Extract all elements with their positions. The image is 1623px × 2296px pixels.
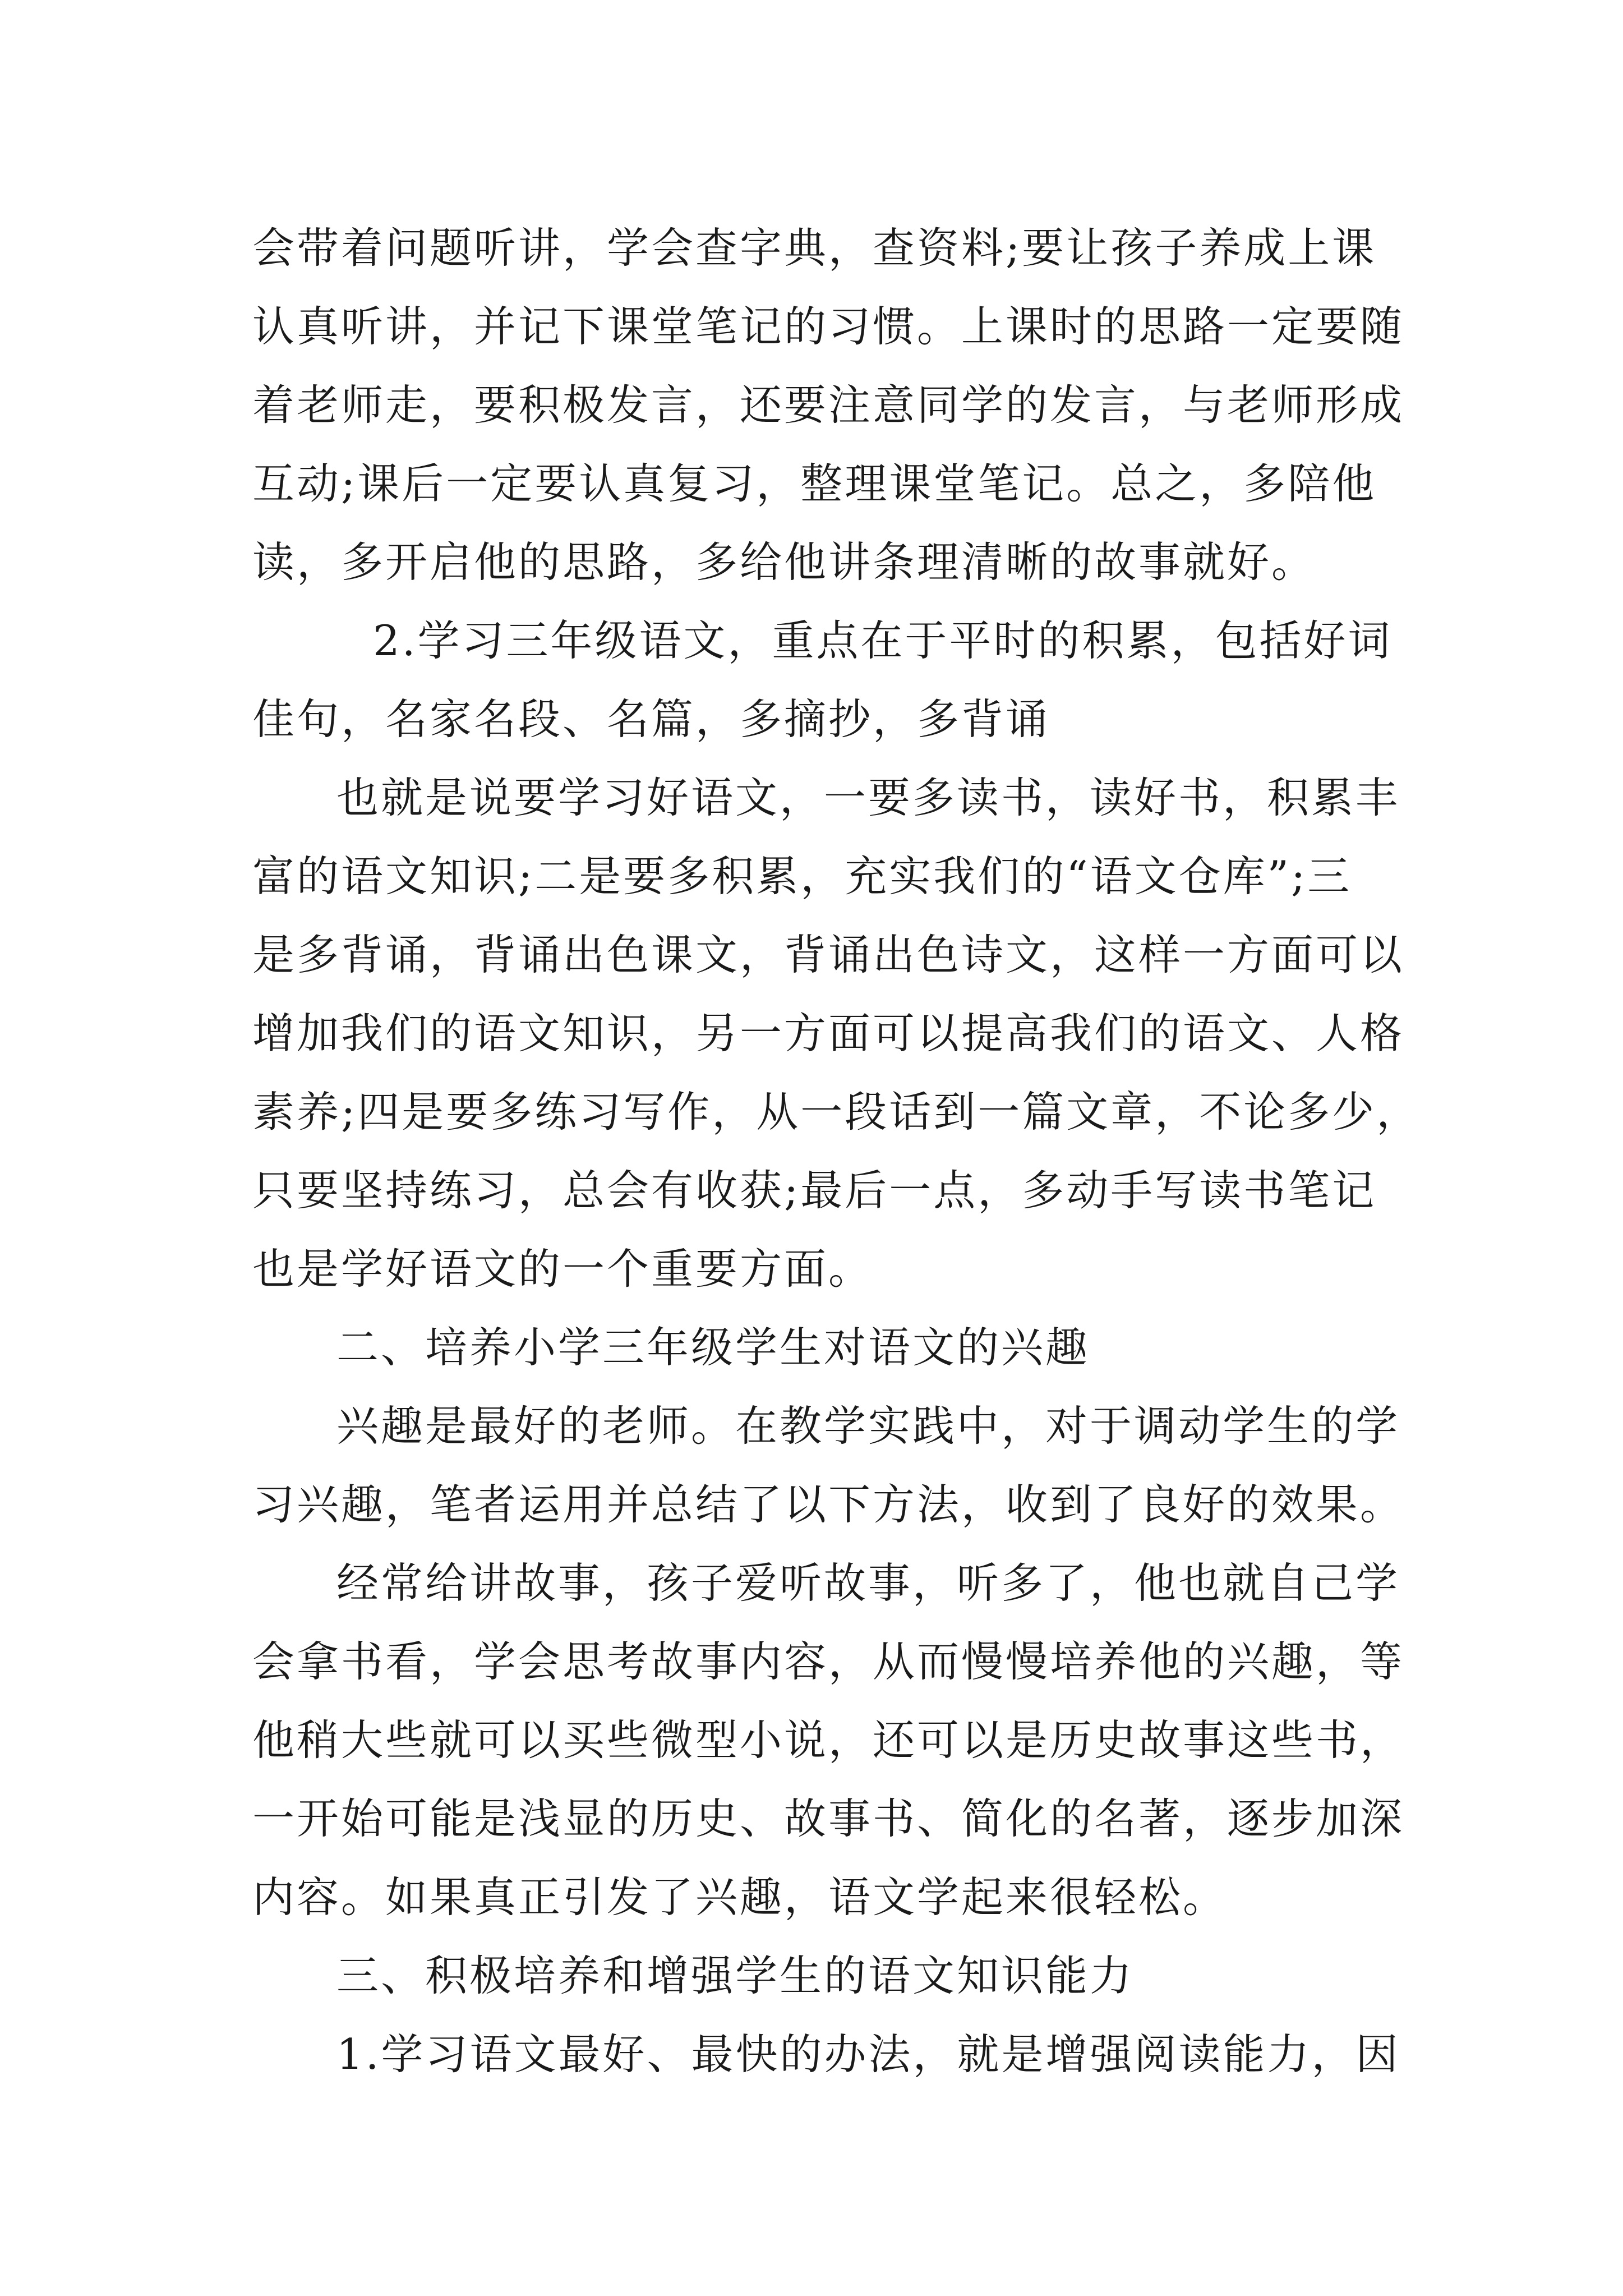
text-line: 互动;课后一定要认真复习，整理课堂笔记。总之，多陪他 [252,459,1377,508]
text-line: 他稍大些就可以买些微型小说，还可以是历史故事这些书， [252,1715,1405,1765]
numbered-point: 2.学习三年级语文，重点在于平时的积累，包括好词 [373,616,1393,665]
text-line: 认真听讲，并记下课堂笔记的习惯。上课时的思路一定要随 [252,302,1405,351]
text-line: 佳句，名家名段、名篇，多摘抄，多背诵 [252,694,1050,744]
text-line: 习兴趣，笔者运用并总结了以下方法，收到了良好的效果。 [252,1480,1405,1529]
text-line: 着老师走，要积极发言，还要注意同学的发言，与老师形成 [252,380,1405,430]
paragraph-start: 兴趣是最好的老师。在教学实践中，对于调动学生的学 [336,1401,1400,1451]
text-line: 会带着问题听讲，学会查字典，查资料;要让孩子养成上课 [252,223,1377,273]
text-line: 增加我们的语文知识，另一方面可以提高我们的语文、人格 [252,1009,1405,1058]
text-line: 内容。如果真正引发了兴趣，语文学起来很轻松。 [252,1872,1228,1922]
text-line: 会拿书看，学会思考故事内容，从而慢慢培养他的兴趣，等 [252,1637,1405,1686]
body-text [252,209,1421,2093]
text-line: 素养;四是要多练习写作，从一段话到一篇文章，不论多少， [252,1087,1421,1137]
paragraph-start: 经常给讲故事，孩子爱听故事，听多了，他也就自己学 [336,1558,1400,1608]
text-line: 也是学好语文的一个重要方面。 [252,1244,873,1294]
numbered-point: 1.学习语文最好、最快的办法，就是增强阅读能力，因 [336,2030,1400,2079]
section-heading: 二、培养小学三年级学生对语文的兴趣 [336,1323,1090,1372]
text-line: 是多背诵，背诵出色课文，背诵出色诗文，这样一方面可以 [252,930,1405,979]
text-line: 读，多开启他的思路，多给他讲条理清晰的故事就好。 [252,537,1316,587]
text-line: 只要坚持练习，总会有收获;最后一点，多动手写读书笔记 [252,1166,1377,1215]
section-heading: 三、积极培养和增强学生的语文知识能力 [336,1951,1135,2000]
paragraph-start: 也就是说要学习好语文，一要多读书，读好书，积累丰 [336,773,1400,822]
text-line: 一开始可能是浅显的历史、故事书、简化的名著，逐步加深 [252,1794,1405,1843]
text-line: 富的语文知识;二是要多积累，充实我们的“语文仓库”;三 [252,852,1352,901]
